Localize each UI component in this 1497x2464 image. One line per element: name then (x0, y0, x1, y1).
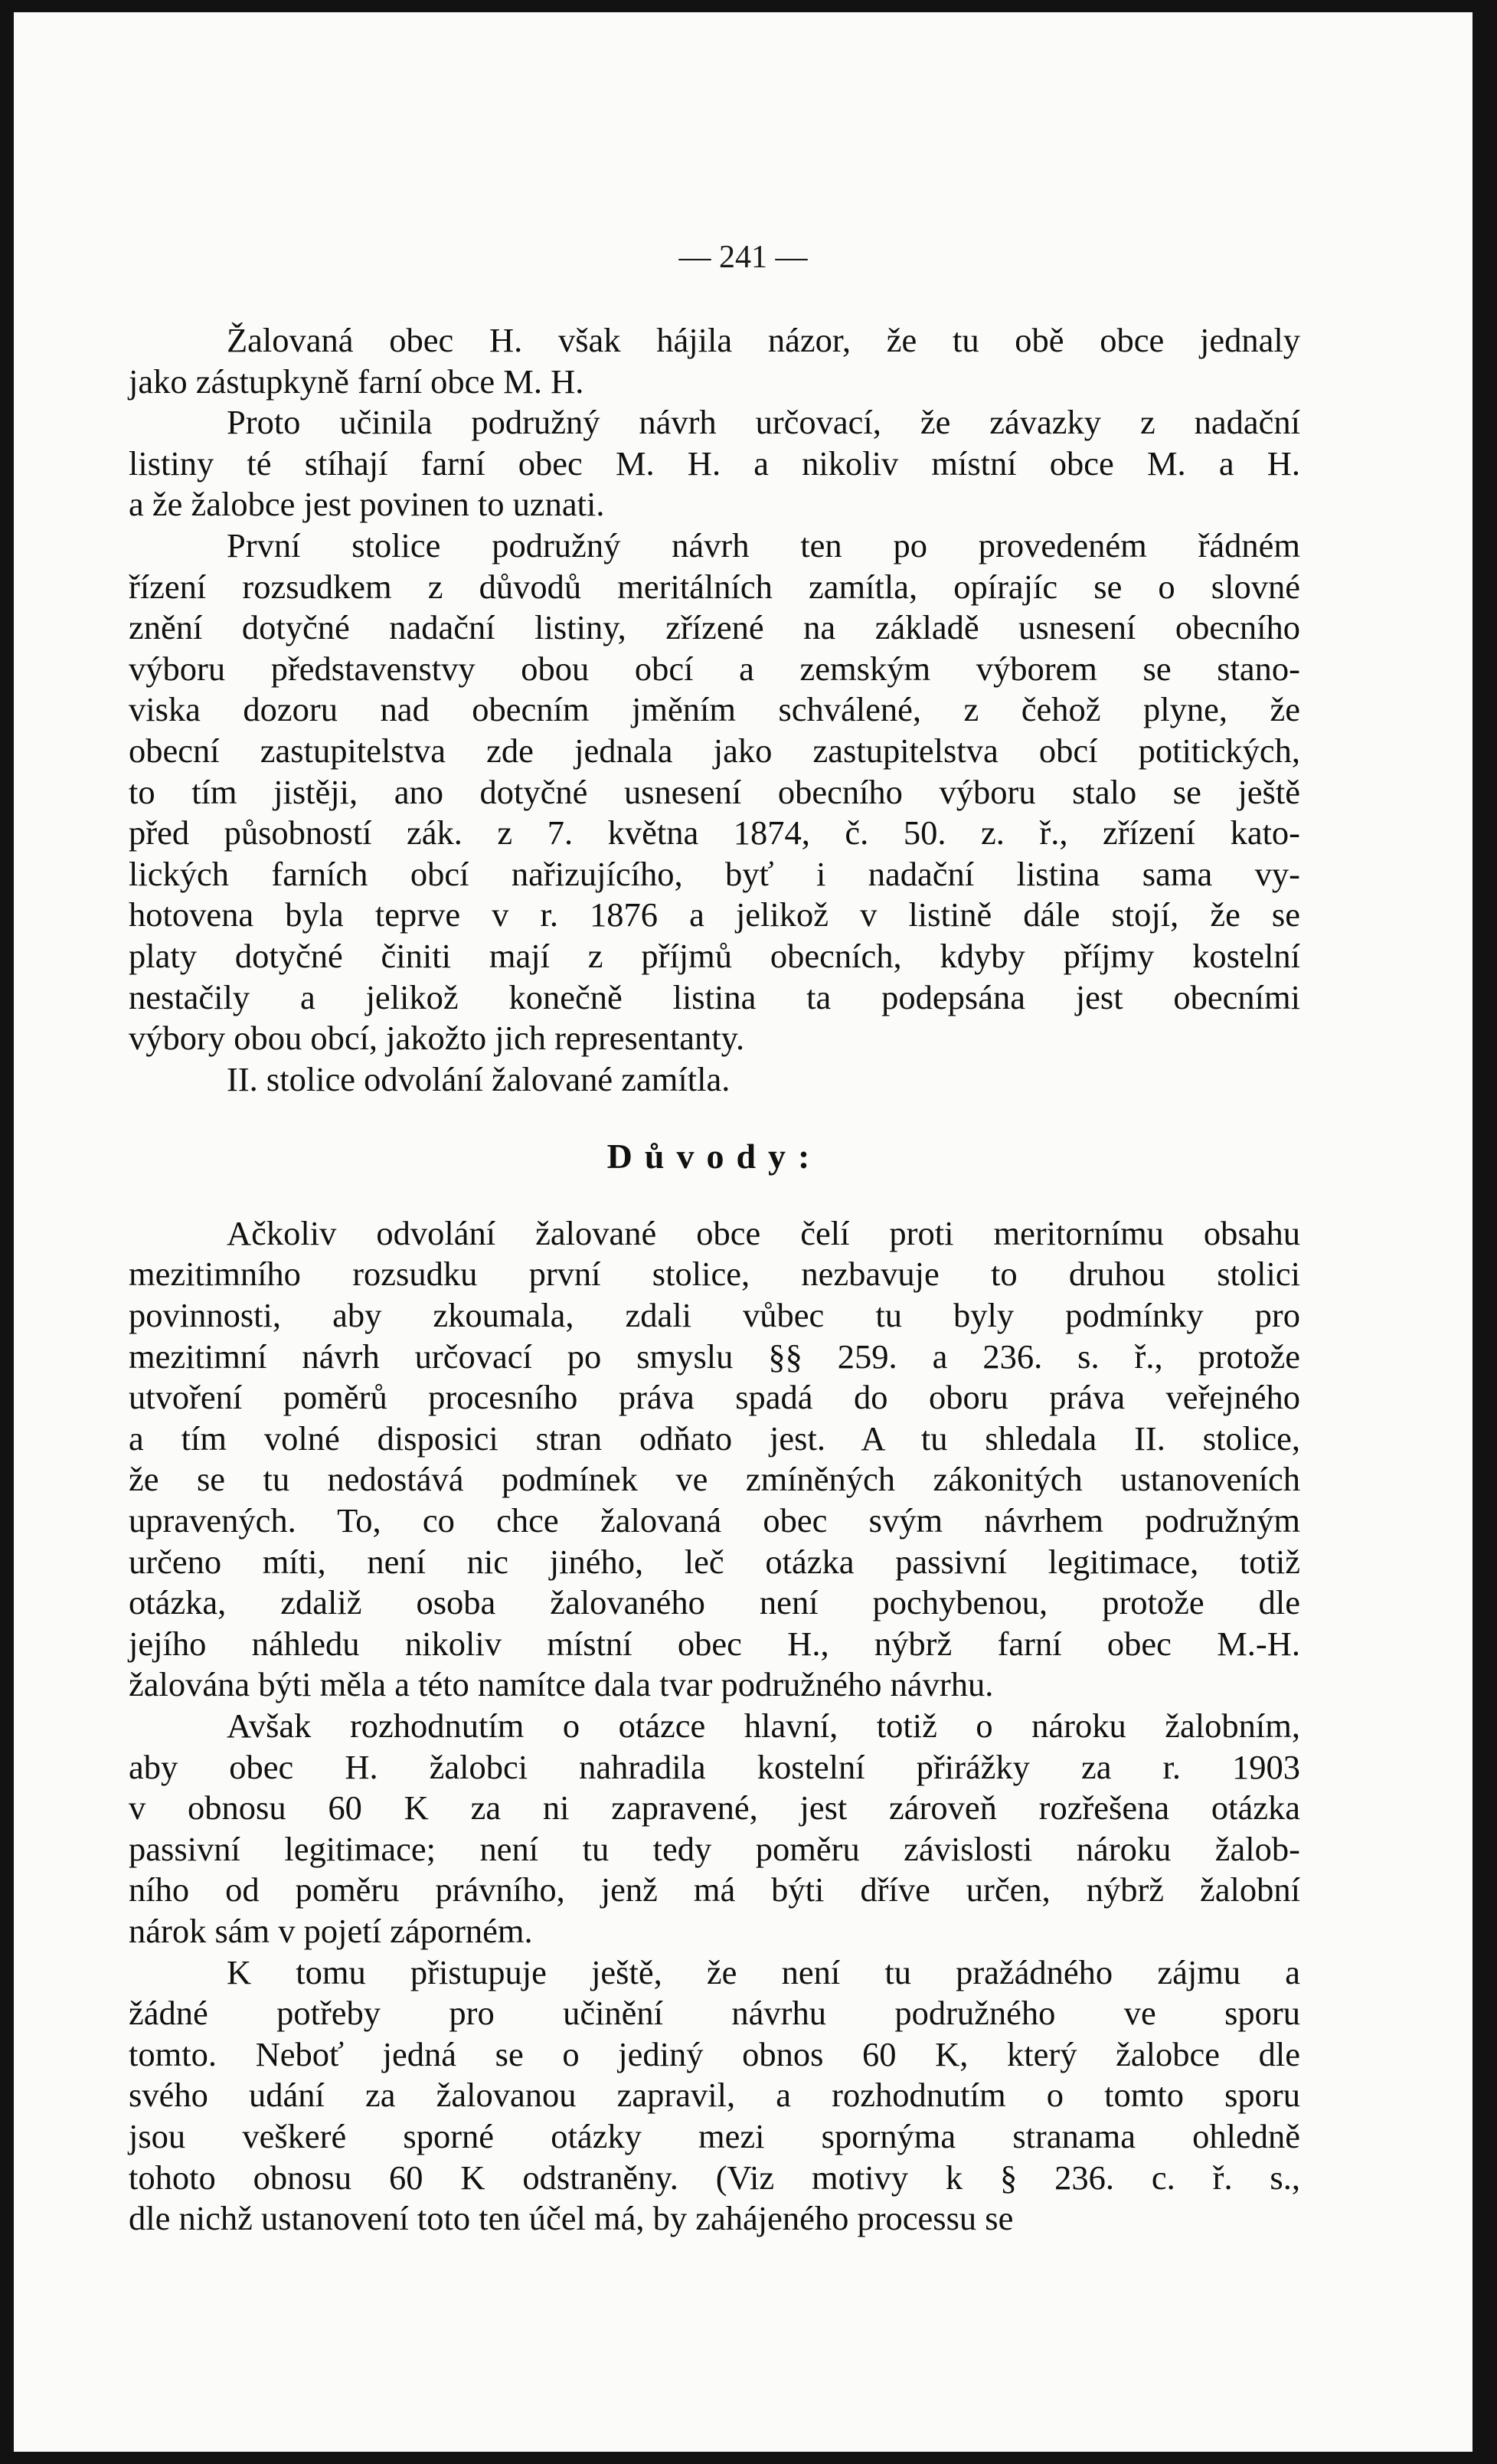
paragraph (129, 320, 1300, 402)
text-line: utvoření poměrů procesního práva spadá do oboru práva veřejného (129, 1378, 1300, 1417)
paragraph (129, 1059, 1300, 1101)
text-line: před působností zák. z 7. května 1874, č. 50. z. ř., zřízení kato- (129, 813, 1300, 852)
text-line: výboru představenstvy obou obcí a zemským výborem se stano- (129, 649, 1300, 688)
text-line: že se tu nedostává podmínek ve zmíněných zákonitých ustanoveních (129, 1460, 1300, 1499)
text-line: aby obec H. žalobci nahradila kostelní přirážky za r. 1903 (129, 1747, 1300, 1786)
text-line: v obnosu 60 K za ni zapravené, jest zároveň rozřešena otázka (129, 1788, 1300, 1828)
paragraph-group-1 (129, 320, 1300, 1100)
text-line: mezitimního rozsudku první stolice, nezbavuje to druhou stolici (129, 1255, 1300, 1294)
paragraph (129, 402, 1300, 525)
text-line: Žalovaná obec H. však hájila názor, že tu obě obce jednaly (227, 321, 1300, 359)
text-line: Avšak rozhodnutím o otázce hlavní, totiž o nároku žalobním, (227, 1706, 1300, 1745)
text-line: nestačily a jelikož konečně listina ta podepsána jest obecními (129, 977, 1300, 1016)
text-line: listiny té stíhají farní obec M. H. a nikoliv místní obce M. a H. (129, 443, 1300, 483)
paragraph (129, 1706, 1300, 1952)
text-line: tohoto obnosu 60 K odstraněny. (Viz motivy k § 236. c. ř. s., (129, 2158, 1300, 2197)
paragraph (129, 1213, 1300, 1706)
text-line: viska dozoru nad obecním jměním schválené, z čehož plyne, že (129, 690, 1300, 729)
text-line: a tím volné disposici stran odňato jest. A tu shledala II. stolice, (129, 1419, 1300, 1458)
text-line: to tím jistěji, ano dotyčné usnesení obecního výboru stalo se ještě (129, 772, 1300, 811)
text-line: výbory obou obcí, jakožto jich representanty. (129, 1019, 745, 1058)
text-line: otázka, zdaliž osoba žalovaného není pochybenou, protože dle (129, 1583, 1300, 1622)
text-line: jejího náhledu nikoliv místní obec H., nýbrž farní obec M.-H. (129, 1624, 1300, 1663)
text-line: znění dotyčné nadační listiny, zřízené na základě usnesení obecního (129, 608, 1300, 647)
text-line: Ačkoliv odvolání žalované obce čelí proti meritornímu obsahu (227, 1213, 1300, 1252)
text-line: určeno míti, není nic jiného, leč otázka passivní legitimace, totiž (129, 1542, 1300, 1581)
text-line: řízení rozsudkem z důvodů meritálních zamítla, opírajíc se o slovné (129, 567, 1300, 606)
text-line: svého udání za žalovanou zapravil, a rozhodnutím o tomto sporu (129, 2076, 1300, 2115)
section-heading: Důvody: (606, 1137, 822, 1176)
text-line: jako zástupkyně farní obce M. H. (129, 362, 584, 401)
text-line: passivní legitimace; není tu tedy poměru závislosti nároku žalob- (129, 1829, 1300, 1868)
text-line: lických farních obcí nařizujícího, byť i nadační listina sama vy- (129, 854, 1300, 893)
text-line: platy dotyčné činiti mají z příjmů obecních, kdyby příjmy kostelní (129, 936, 1300, 975)
text-line: žalována býti měla a této namítce dala tvar podružného návrhu. (129, 1665, 994, 1704)
text-line: jsou veškeré sporné otázky mezi spornýma stranama ohledně (129, 2116, 1300, 2155)
text-line: K tomu přistupuje ještě, že není tu pražádného zájmu a (227, 1952, 1300, 1991)
body-text (129, 320, 1300, 2240)
text-line: nárok sám v pojetí záporném. (129, 1911, 533, 1950)
text-line: a že žalobce jest povinen to uznati. (129, 485, 605, 524)
text-line: povinnosti, aby zkoumala, zdali vůbec tu byly podmínky pro (129, 1296, 1300, 1335)
text-line: žádné potřeby pro učinění návrhu podružného ve sporu (129, 1994, 1300, 2033)
document-page (14, 12, 1472, 2452)
paragraph (129, 1952, 1300, 2240)
text-line: dle nichž ustanovení toto ten účel má, by zahájeného processu se (129, 2199, 1014, 2238)
text-line: První stolice podružný návrh ten po provedeném řádném (227, 525, 1300, 564)
paragraph (129, 525, 1300, 1059)
text-line: upravených. To, co chce žalovaná obec svým návrhem podružným (129, 1501, 1300, 1540)
text-line: mezitimní návrh určovací po smyslu §§ 259. a 236. s. ř., protože (129, 1337, 1300, 1376)
page-number: — 241 — (678, 240, 808, 275)
text-line: tomto. Neboť jedná se o jediný obnos 60 K, který žalobce dle (129, 2034, 1300, 2073)
text-line: hotovena byla teprve v r. 1876 a jelikož v listině dále stojí, že se (129, 895, 1300, 934)
text-line: ního od poměru právního, jenž má býti dříve určen, nýbrž žalobní (129, 1870, 1300, 1909)
paragraph-group-2 (129, 1213, 1300, 2240)
text-line: II. stolice odvolání žalované zamítla. (227, 1059, 731, 1098)
text-line: obecní zastupitelstva zde jednala jako zastupitelstva obcí potitických, (129, 731, 1300, 770)
text-line: Proto učinila podružný návrh určovací, že závazky z nadační (227, 403, 1300, 442)
